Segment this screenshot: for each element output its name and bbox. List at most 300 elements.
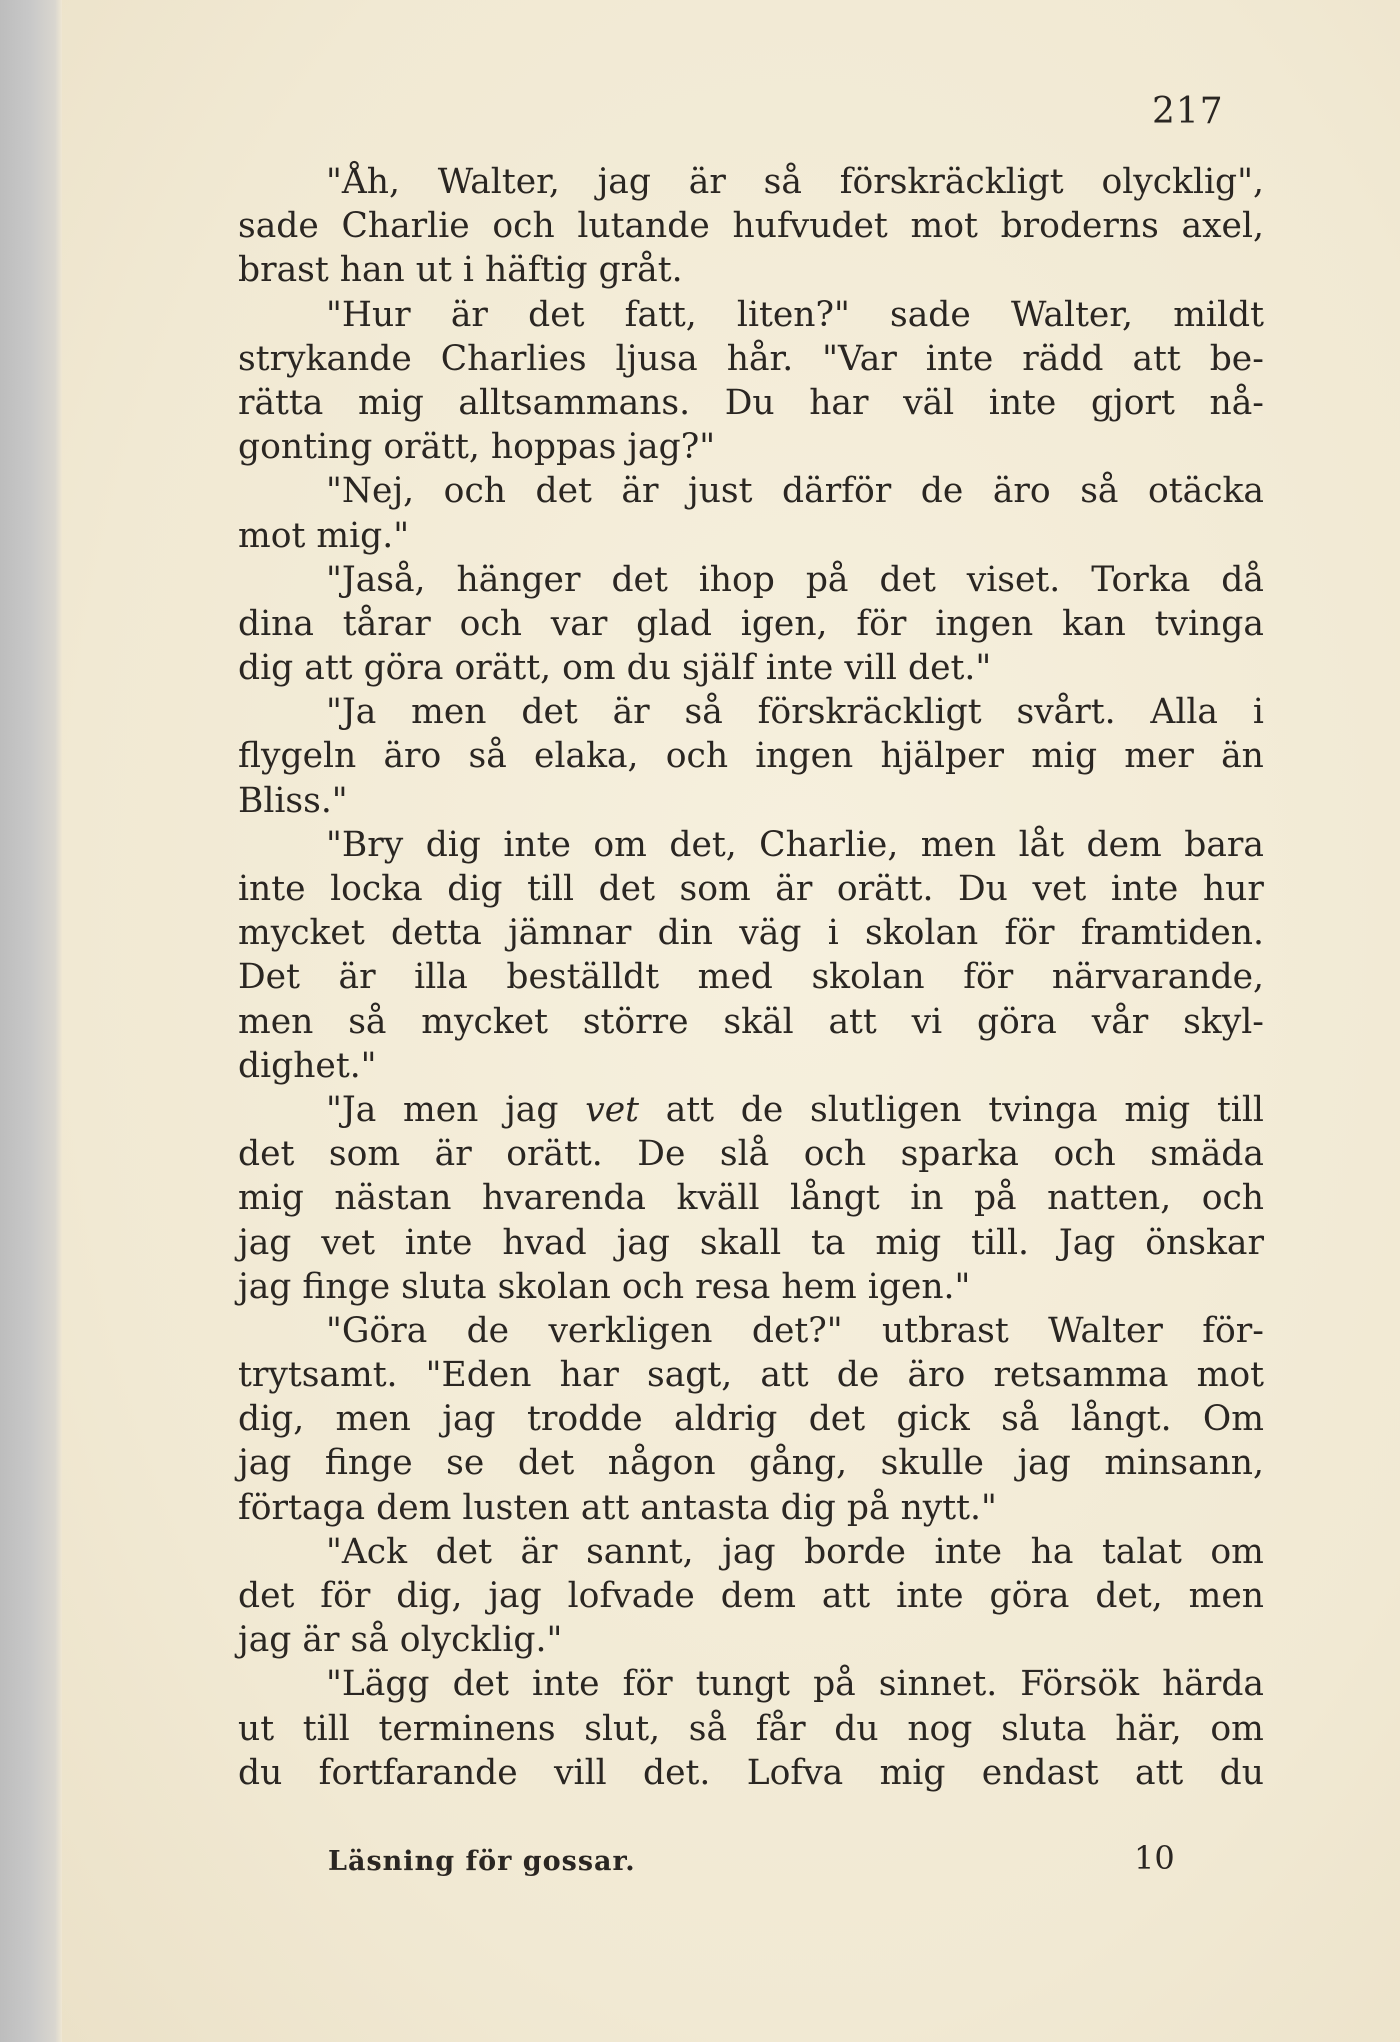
word: för (320, 1576, 371, 1616)
word: ljusa (615, 338, 698, 379)
text-line (238, 1751, 1264, 1795)
word: mig (875, 1222, 942, 1263)
word: men (335, 1399, 411, 1440)
word: detta (391, 913, 482, 954)
word: det." (907, 648, 992, 689)
word: för (856, 603, 907, 644)
word: olycklig." (399, 1620, 563, 1661)
body-text (238, 160, 1264, 1795)
text-line (238, 1221, 1264, 1265)
word: skolan (865, 913, 979, 954)
word: så (1001, 1399, 1040, 1440)
word: gjort (1090, 382, 1175, 423)
word: jag (488, 1576, 542, 1616)
word: jag (597, 162, 651, 202)
word: är (338, 957, 376, 998)
word: väl (903, 382, 955, 423)
word: Du (724, 382, 775, 423)
word: jag (505, 1089, 559, 1130)
word: göra (363, 648, 444, 689)
word: hoppas (490, 427, 617, 468)
word: viset. (966, 559, 1061, 600)
word: Charlie (341, 206, 470, 247)
word: skyl- (1183, 1001, 1264, 1042)
word: Om (1202, 1399, 1264, 1440)
word: locka (330, 869, 423, 909)
word: vår (1091, 1001, 1149, 1042)
word: vi (911, 1001, 943, 1042)
word: trytsamt. (238, 1355, 398, 1396)
word: trodde (526, 1399, 643, 1440)
word: men (1188, 1576, 1264, 1616)
word: kan (1062, 603, 1126, 644)
word: dem (376, 1487, 452, 1528)
word: förskräckligt (839, 162, 1064, 202)
text-line (238, 293, 1264, 337)
word: slutligen (810, 1089, 962, 1130)
word: är (520, 1531, 558, 1572)
word: inte (532, 1664, 600, 1705)
word: som (328, 1134, 401, 1175)
word: och (803, 1134, 867, 1175)
word: dig (780, 1487, 836, 1528)
word: dem (1086, 824, 1162, 865)
word: talat (1101, 1531, 1182, 1572)
text-line (238, 911, 1264, 955)
word: mig (879, 1752, 946, 1793)
word: "Var (822, 338, 897, 379)
word: jag (616, 1222, 670, 1263)
word: broderns (1000, 206, 1159, 247)
text-line (238, 734, 1264, 778)
text-line (238, 1353, 1264, 1397)
word: mildt (1173, 294, 1264, 335)
word: om (593, 824, 647, 865)
word: göra (989, 1576, 1070, 1616)
word: då (1221, 559, 1264, 600)
word: finge (324, 1443, 413, 1484)
word: inte (1110, 869, 1179, 909)
word: Du (958, 869, 1008, 909)
book-binding-edge (0, 0, 62, 2042)
word: mot (910, 206, 978, 247)
text-line (238, 1618, 1264, 1662)
word: orätt, (383, 427, 480, 468)
word: mer (1124, 736, 1194, 777)
word: gick (896, 1399, 970, 1440)
word: är (775, 869, 813, 909)
text-line (238, 337, 1264, 381)
word: men (920, 824, 997, 865)
word: glad (636, 603, 712, 644)
word: jag (1017, 1443, 1071, 1484)
word: han (339, 250, 405, 291)
word: natten, (1047, 1178, 1172, 1219)
word: du (1219, 1752, 1264, 1793)
word: se (446, 1443, 485, 1484)
word: mig (1031, 736, 1098, 777)
word: är (302, 1620, 340, 1661)
word: men (238, 1001, 314, 1042)
text-line (238, 1309, 1264, 1353)
word: mig (1124, 1089, 1191, 1130)
word: äro (992, 471, 1051, 512)
word: smäda (1150, 1134, 1264, 1175)
text-line (238, 1530, 1264, 1574)
word: inte (503, 824, 571, 865)
word: inte (765, 648, 834, 689)
word: men (403, 1089, 479, 1130)
word: att (821, 1576, 871, 1616)
word: jag?" (627, 427, 716, 468)
word: det, (669, 824, 737, 865)
word: Torka (1091, 559, 1191, 600)
word: mig." (316, 515, 410, 556)
word: vet (585, 1089, 639, 1130)
word: mycket (421, 1001, 549, 1042)
word: i (462, 250, 474, 291)
text-line (238, 646, 1264, 690)
word: aldrig (674, 1399, 778, 1440)
word: illa (414, 957, 468, 998)
word: var (550, 603, 608, 644)
word: endast (981, 1752, 1099, 1793)
word: har (559, 1355, 619, 1396)
word: sparka (900, 1134, 1019, 1175)
word: "Nej, (326, 471, 415, 512)
word: hår. (726, 338, 794, 379)
text-line (238, 469, 1264, 513)
text-line (238, 823, 1264, 867)
word: äro (907, 1355, 966, 1396)
text-line (238, 204, 1264, 248)
word: och (459, 603, 522, 644)
word: förtaga (238, 1487, 366, 1528)
word: strykande (238, 338, 412, 379)
word: vill (844, 648, 897, 689)
text-line (238, 381, 1264, 425)
word: nå- (1209, 382, 1264, 423)
word: sinnet. (878, 1664, 998, 1705)
word: skolan (811, 957, 925, 998)
word: jag (238, 1620, 292, 1661)
word: axel, (1181, 206, 1264, 247)
text-line (238, 602, 1264, 646)
word: på (973, 1178, 1017, 1219)
word: skäl (723, 1001, 794, 1042)
word: och (665, 736, 729, 777)
word: inte (934, 1531, 1003, 1572)
word: på (805, 559, 849, 600)
word: att (304, 648, 353, 689)
word: äro (383, 736, 442, 777)
word: i (1252, 692, 1264, 733)
word: hvad (502, 1222, 587, 1263)
word: din (657, 913, 713, 954)
signature-mark: 10 (1134, 1839, 1175, 1877)
word: fatt, (624, 294, 697, 335)
word: och (443, 471, 506, 512)
word: sluta (401, 1266, 487, 1307)
word: härda (1162, 1664, 1264, 1705)
text-line (238, 514, 1264, 558)
word: jag (238, 1222, 292, 1263)
word: det. (643, 1752, 711, 1793)
word: De (637, 1134, 686, 1175)
word: vet (1032, 869, 1087, 909)
word: själf (681, 648, 755, 689)
word: Alla (1150, 692, 1218, 733)
word: låt (1018, 824, 1065, 865)
word: lusten (462, 1487, 570, 1528)
word: "Hur (326, 294, 411, 335)
word: "Ja (326, 692, 377, 733)
word: att (1132, 338, 1181, 379)
word: det (521, 692, 578, 733)
word: får (755, 1708, 806, 1749)
word: så (468, 736, 507, 777)
word: har (809, 382, 869, 423)
word: just (688, 471, 753, 512)
word: att (580, 1487, 630, 1528)
word: så (1080, 471, 1119, 512)
word: hem (781, 1266, 857, 1307)
word: sade (890, 294, 971, 335)
text-line (238, 1707, 1264, 1751)
text-line (238, 1662, 1264, 1706)
word: det (528, 294, 585, 335)
word: göra (976, 1001, 1057, 1042)
word: verkligen (548, 1310, 713, 1351)
word: det (598, 869, 655, 909)
word: igen." (867, 1266, 971, 1307)
text-line (238, 1441, 1264, 1485)
word: det (435, 1531, 492, 1572)
word: dig (447, 869, 503, 909)
word: Lofva (746, 1752, 844, 1793)
word: orätt, (454, 648, 552, 689)
word: "Åh, (326, 162, 400, 202)
word: med (697, 957, 773, 998)
word: antasta (640, 1487, 770, 1528)
text-line (238, 779, 1264, 823)
word: för (1004, 913, 1055, 954)
word: ingen (935, 603, 1034, 644)
word: hufvudet (732, 206, 888, 247)
word: om (1210, 1708, 1264, 1749)
text-line (238, 1486, 1264, 1530)
word: "Bry (326, 824, 404, 865)
word: det (452, 1664, 509, 1705)
footer-book-title: Läsning för gossar. (328, 1846, 636, 1877)
word: svårt. (1016, 692, 1116, 733)
word: är (450, 294, 488, 335)
word: sade (238, 206, 319, 247)
word: häftig (485, 250, 588, 291)
word: ingen (755, 736, 854, 777)
word: flygeln (238, 736, 357, 777)
word: sagt, (647, 1355, 733, 1396)
word: vet (321, 1222, 376, 1263)
word: dina (238, 603, 314, 644)
word: framtiden. (1080, 913, 1264, 954)
text-line (238, 425, 1264, 469)
word: "Ack (326, 1531, 408, 1572)
word: hvarenda (481, 1178, 646, 1219)
word: och (1201, 1178, 1264, 1219)
text-line (238, 1265, 1264, 1309)
word: till (527, 869, 575, 909)
text-line (238, 1574, 1264, 1618)
word: jag (722, 1531, 776, 1572)
word: så (688, 1708, 728, 1749)
word: ut (415, 250, 452, 291)
word: så (684, 692, 723, 733)
word: än (1221, 736, 1264, 777)
word: tvinga (1154, 603, 1264, 644)
word: i (827, 913, 839, 954)
word: liten?" (736, 294, 850, 335)
word: att (665, 1089, 715, 1130)
word: tungt (695, 1664, 791, 1705)
word: det (517, 1443, 575, 1484)
text-line (238, 1397, 1264, 1441)
word: inte (925, 338, 994, 379)
word: rätta (238, 382, 324, 423)
word: slå (719, 1134, 770, 1175)
word: på (846, 1487, 890, 1528)
text-line (238, 690, 1264, 734)
word: det (238, 1134, 295, 1175)
word: närvarande, (1051, 957, 1264, 998)
word: till. (971, 1222, 1030, 1263)
word: ta (811, 1222, 846, 1263)
word: nästan (334, 1178, 452, 1219)
word: sannt, (586, 1531, 694, 1572)
word: de (466, 1310, 510, 1351)
text-line (238, 248, 1264, 292)
word: är (612, 692, 650, 733)
word: till (1216, 1089, 1264, 1130)
word: de (740, 1089, 784, 1130)
word: elaka, (534, 736, 639, 777)
word: nog (907, 1708, 973, 1749)
word: brast (238, 250, 329, 291)
word: skall (699, 1222, 782, 1263)
text-line (238, 558, 1264, 602)
word: ut (238, 1708, 275, 1749)
word: jag (238, 1443, 292, 1484)
word: de (920, 471, 964, 512)
word: inte (238, 869, 306, 909)
word: du (626, 648, 671, 689)
word: som (679, 869, 751, 909)
word: här, (1115, 1708, 1182, 1749)
word: större (582, 1001, 689, 1042)
word: så (350, 1620, 389, 1661)
word: till (302, 1708, 350, 1749)
word: du (238, 1752, 283, 1793)
word: finge (302, 1266, 391, 1307)
text-line (238, 1000, 1264, 1044)
word: du (834, 1708, 879, 1749)
word: terminens (378, 1708, 556, 1749)
word: tårar (342, 603, 431, 644)
word: önskar (1145, 1222, 1264, 1263)
word: bara (1184, 824, 1264, 865)
word: att (760, 1355, 809, 1396)
word: väg (739, 913, 802, 954)
word: dig (238, 648, 294, 689)
word: skolan (497, 1266, 611, 1307)
word: Bliss." (238, 780, 348, 821)
word: borde (804, 1531, 906, 1572)
word: sluta (1001, 1708, 1087, 1749)
word: nytt." (900, 1487, 997, 1528)
word: Walter (1048, 1310, 1163, 1351)
word: hur (1202, 869, 1264, 909)
word: be- (1209, 338, 1264, 379)
word: och (492, 206, 555, 247)
word: lofvade (567, 1576, 695, 1616)
word: inte (404, 1222, 473, 1263)
word: om (562, 648, 616, 689)
word: vill (554, 1752, 607, 1793)
word: hjälper (880, 736, 1004, 777)
word: det (238, 1576, 295, 1616)
word: slut, (584, 1708, 661, 1749)
word: det (611, 559, 668, 600)
word: det, (1095, 1576, 1163, 1616)
word: och (1053, 1134, 1116, 1175)
word: Walter, (1011, 294, 1134, 335)
book-page (62, 0, 1400, 2042)
word: beställdt (506, 957, 660, 998)
word: om (1210, 1531, 1264, 1572)
word: så (763, 162, 802, 202)
word: kväll (676, 1178, 760, 1219)
word: och (621, 1266, 685, 1307)
text-line (238, 1176, 1264, 1220)
word: dig, (238, 1399, 305, 1440)
word: jämnar (508, 913, 632, 954)
word: gång, (749, 1443, 848, 1484)
word: långt (789, 1178, 880, 1219)
word: förskräckligt (757, 692, 982, 733)
word: jag (442, 1399, 496, 1440)
word: jag (238, 1266, 292, 1307)
word: "Eden (425, 1355, 532, 1396)
word: "Göra (326, 1310, 428, 1351)
word: otäcka (1148, 471, 1264, 512)
word: men (411, 692, 487, 733)
word: någon (607, 1443, 716, 1484)
word: utbrast (881, 1310, 1009, 1351)
word: är (688, 162, 726, 202)
word: det?" (751, 1310, 843, 1351)
word: Charlies (440, 338, 587, 379)
word: för- (1202, 1310, 1264, 1351)
word: orätt. (836, 869, 934, 909)
word: hänger (456, 559, 581, 600)
text-line (238, 1044, 1264, 1088)
text-line (238, 160, 1264, 204)
word: Det (238, 957, 300, 998)
word: in (910, 1178, 944, 1219)
word: Walter, (437, 162, 560, 202)
word: olycklig", (1101, 162, 1264, 202)
word: Charlie, (759, 824, 899, 865)
